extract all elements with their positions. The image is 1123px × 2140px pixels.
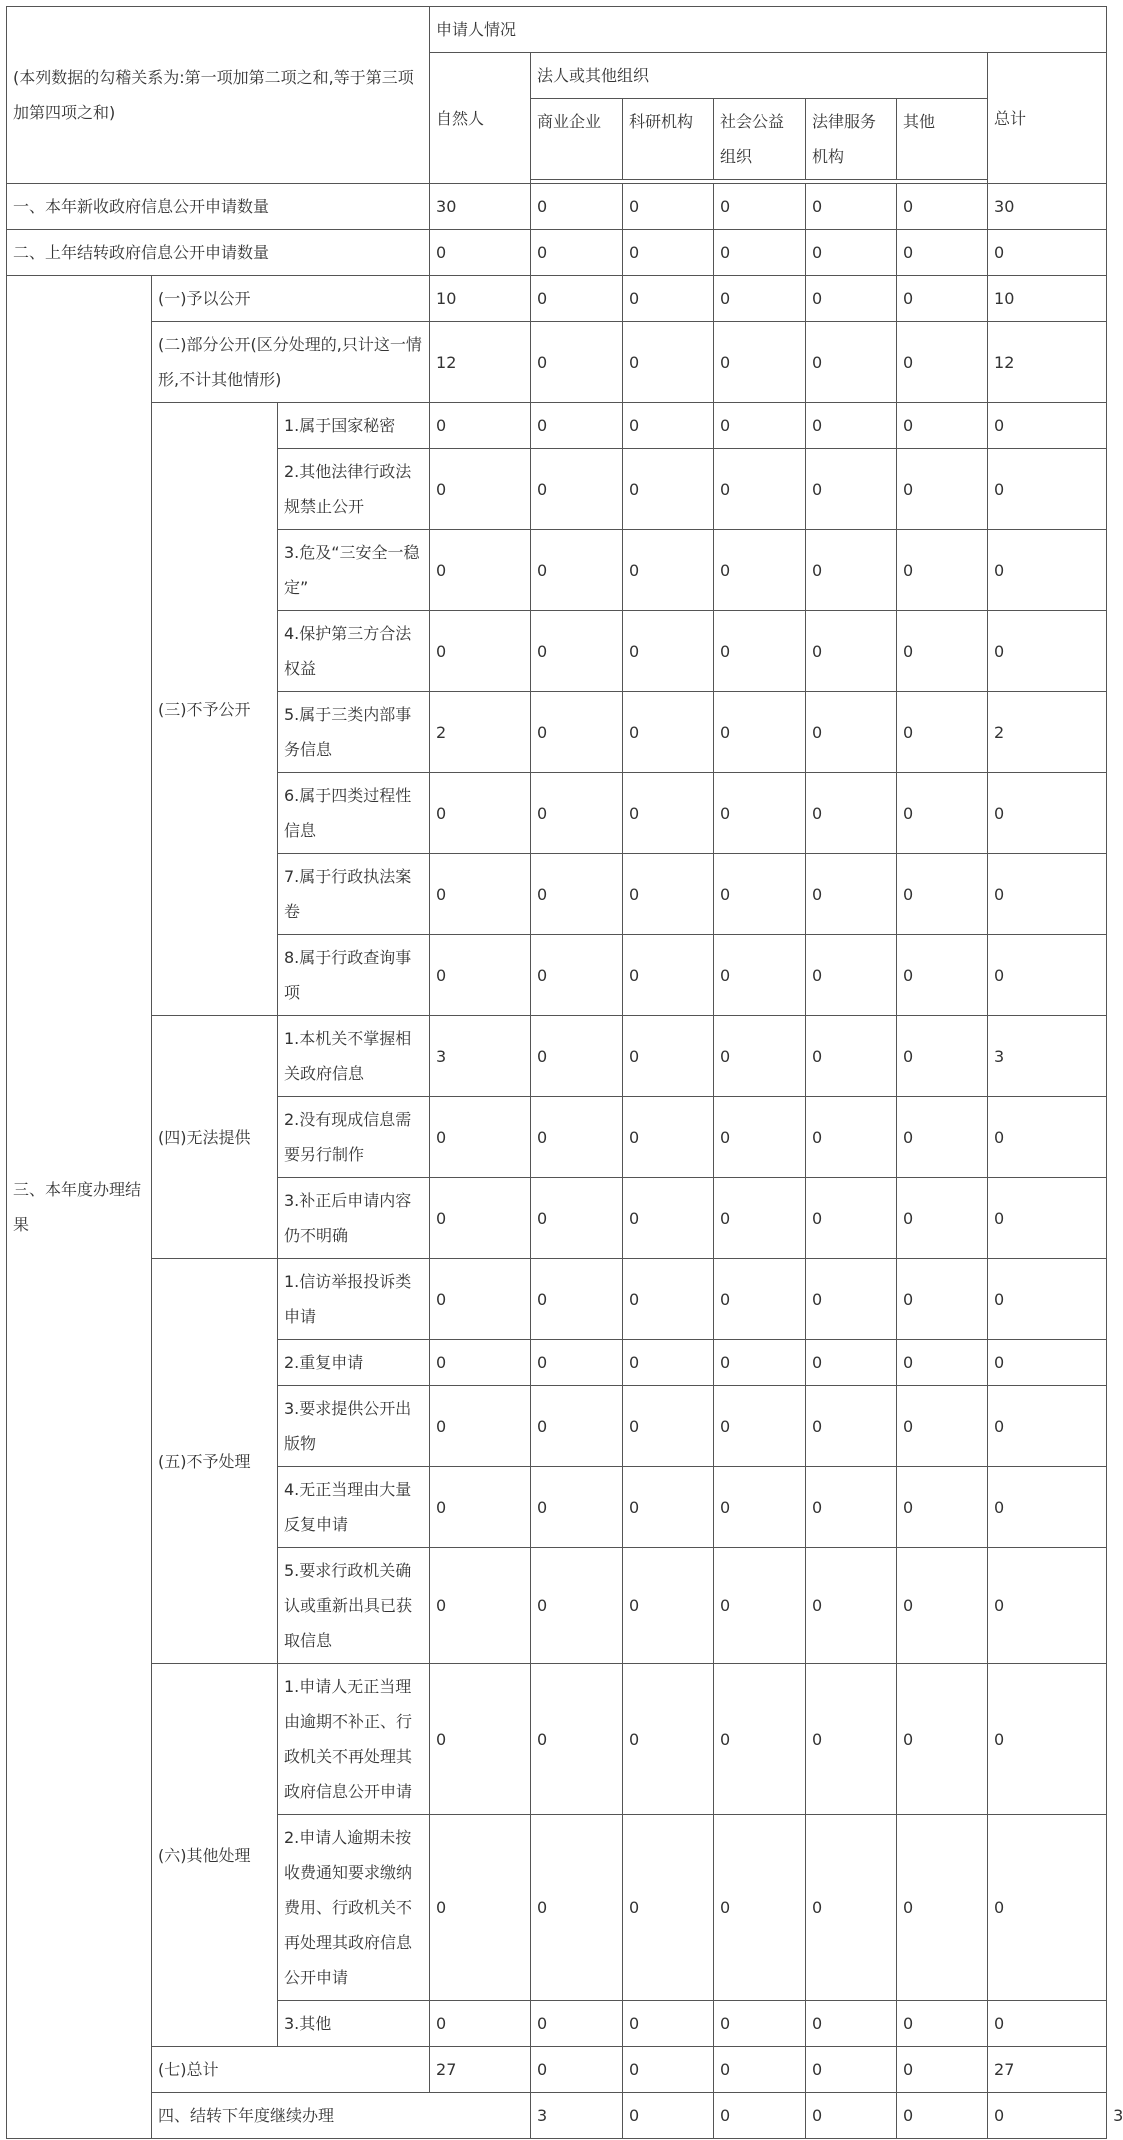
cell-value: 0 <box>897 184 988 230</box>
row-label: 3.其他 <box>278 2001 430 2047</box>
cell-value: 3 <box>430 1016 531 1097</box>
cell-value: 0 <box>714 230 806 276</box>
cell-value: 0 <box>531 322 623 403</box>
cell-value: 0 <box>714 184 806 230</box>
table-row <box>7 276 1107 322</box>
cell-value: 0 <box>714 1097 806 1178</box>
cell-value: 0 <box>714 2047 806 2093</box>
cell-value: 0 <box>430 403 531 449</box>
cell-value: 0 <box>897 1815 988 2001</box>
header-natural-person: 自然人 <box>430 53 531 184</box>
cell-value: 0 <box>430 1340 531 1386</box>
cell-value: 0 <box>988 230 1107 276</box>
cell-value: 0 <box>897 1664 988 1815</box>
cell-value: 0 <box>897 449 988 530</box>
cell-value: 0 <box>623 854 714 935</box>
cell-value: 0 <box>531 184 623 230</box>
row-label: 2.没有现成信息需要另行制作 <box>278 1097 430 1178</box>
row-label: 5.要求行政机关确认或重新出具已获取信息 <box>278 1548 430 1664</box>
cell-value: 0 <box>897 2001 988 2047</box>
row-label: (二)部分公开(区分处理的,只计这一情形,不计其他情形) <box>152 322 430 403</box>
cell-value: 0 <box>623 1097 714 1178</box>
cell-value: 0 <box>430 935 531 1016</box>
row-label: 1.本机关不掌握相关政府信息 <box>278 1016 430 1097</box>
cell-value: 0 <box>806 184 897 230</box>
cell-value: 0 <box>806 1664 897 1815</box>
cell-value: 0 <box>897 1340 988 1386</box>
group-label-other-handling: (六)其他处理 <box>152 1664 278 2047</box>
cell-value: 0 <box>714 2093 806 2139</box>
cell-value: 0 <box>623 1259 714 1340</box>
table-row: 四、结转下年度继续办理 3 0 0 0 0 0 3 <box>7 2093 1107 2139</box>
cell-value: 0 <box>623 611 714 692</box>
cell-value: 0 <box>531 403 623 449</box>
table-row <box>7 230 1107 276</box>
group-label-not-processed: (五)不予处理 <box>152 1259 278 1664</box>
row-label: 2.重复申请 <box>278 1340 430 1386</box>
cell-value: 0 <box>897 403 988 449</box>
cell-value: 0 <box>623 1548 714 1664</box>
row-label: 3.要求提供公开出版物 <box>278 1386 430 1467</box>
cell-value: 0 <box>531 1548 623 1664</box>
cell-value: 0 <box>897 1386 988 1467</box>
cell-value: 0 <box>430 530 531 611</box>
cell-value: 3 <box>988 1016 1107 1097</box>
cell-value: 0 <box>623 1340 714 1386</box>
cell-value: 0 <box>531 854 623 935</box>
cell-value: 0 <box>531 230 623 276</box>
cell-value: 0 <box>988 1259 1107 1340</box>
cell-value: 0 <box>623 2093 714 2139</box>
cell-value: 0 <box>430 611 531 692</box>
group-label-withheld: (三)不予公开 <box>152 403 278 1016</box>
header-social-welfare: 社会公益组织 <box>714 99 806 180</box>
cell-value: 0 <box>430 1815 531 2001</box>
cell-value: 0 <box>714 1259 806 1340</box>
cell-value: 0 <box>714 935 806 1016</box>
row-label: 4.无正当理由大量反复申请 <box>278 1467 430 1548</box>
cell-value: 0 <box>714 692 806 773</box>
cell-value: 0 <box>531 1178 623 1259</box>
row-label: 8.属于行政查询事项 <box>278 935 430 1016</box>
cell-value: 12 <box>988 322 1107 403</box>
cell-value: 0 <box>714 403 806 449</box>
cell-value: 0 <box>988 1340 1107 1386</box>
cell-value: 0 <box>531 1664 623 1815</box>
cell-value: 30 <box>430 184 531 230</box>
cell-value: 0 <box>714 1178 806 1259</box>
cell-value: 0 <box>988 2001 1107 2047</box>
cell-value: 0 <box>988 1386 1107 1467</box>
cell-value: 0 <box>897 2047 988 2093</box>
header-legal-service: 法律服务机构 <box>806 99 897 180</box>
cell-value: 0 <box>623 2001 714 2047</box>
cell-value: 0 <box>988 1815 1107 2001</box>
cell-value: 0 <box>806 692 897 773</box>
cell-value: 30 <box>988 184 1107 230</box>
cell-value: 0 <box>714 276 806 322</box>
cell-value: 0 <box>897 692 988 773</box>
header-legal-entity: 法人或其他组织 <box>531 53 988 99</box>
cell-value: 0 <box>988 935 1107 1016</box>
cell-value: 0 <box>623 1467 714 1548</box>
header-note: (本列数据的勾稽关系为:第一项加第二项之和,等于第三项加第四项之和) <box>13 68 414 122</box>
row-label: 6.属于四类过程性信息 <box>278 773 430 854</box>
cell-value: 0 <box>430 1097 531 1178</box>
row-label: 1.信访举报投诉类申请 <box>278 1259 430 1340</box>
cell-value: 0 <box>714 449 806 530</box>
cell-value: 0 <box>430 230 531 276</box>
row-label: 一、本年新收政府信息公开申请数量 <box>7 184 430 230</box>
cell-value: 0 <box>531 692 623 773</box>
row-label: 7.属于行政执法案卷 <box>278 854 430 935</box>
cell-value: 0 <box>531 1016 623 1097</box>
table-row <box>7 2047 1107 2093</box>
cell-value: 10 <box>430 276 531 322</box>
cell-value: 0 <box>531 1097 623 1178</box>
table-row <box>7 1016 1107 1097</box>
cell-value: 0 <box>531 611 623 692</box>
cell-value: 0 <box>531 449 623 530</box>
cell-value: 0 <box>897 1178 988 1259</box>
cell-value: 0 <box>806 2047 897 2093</box>
cell-value: 0 <box>714 530 806 611</box>
cell-value: 0 <box>623 1178 714 1259</box>
cell-value: 0 <box>714 322 806 403</box>
cell-value: 0 <box>430 773 531 854</box>
cell-value: 0 <box>430 1178 531 1259</box>
statistics-table <box>6 6 1123 2139</box>
cell-value: 0 <box>623 1664 714 1815</box>
cell-value: 0 <box>623 1386 714 1467</box>
cell-value: 0 <box>897 935 988 1016</box>
cell-value: 0 <box>988 530 1107 611</box>
cell-value: 0 <box>988 1178 1107 1259</box>
row-label: 二、上年结转政府信息公开申请数量 <box>7 230 430 276</box>
cell-value: 0 <box>806 1815 897 2001</box>
group-label-unavailable: (四)无法提供 <box>152 1016 278 1259</box>
cell-value: 0 <box>623 449 714 530</box>
cell-value: 0 <box>988 1467 1107 1548</box>
cell-value: 0 <box>714 1664 806 1815</box>
cell-value: 0 <box>714 1016 806 1097</box>
cell-value: 0 <box>714 773 806 854</box>
cell-value: 0 <box>714 1340 806 1386</box>
cell-value: 0 <box>806 1259 897 1340</box>
cell-value: 27 <box>988 2047 1107 2093</box>
cell-value: 0 <box>806 1178 897 1259</box>
cell-value: 0 <box>623 184 714 230</box>
header-note-cell <box>7 7 430 184</box>
cell-value: 0 <box>623 530 714 611</box>
cell-value: 0 <box>806 1548 897 1664</box>
cell-value: 0 <box>897 773 988 854</box>
cell-value: 2 <box>430 692 531 773</box>
cell-value: 0 <box>623 276 714 322</box>
row-label: 3.补正后申请内容仍不明确 <box>278 1178 430 1259</box>
cell-value: 0 <box>623 1815 714 2001</box>
cell-value: 0 <box>988 449 1107 530</box>
cell-value: 0 <box>806 854 897 935</box>
cell-value: 0 <box>897 2093 988 2139</box>
header-research: 科研机构 <box>623 99 714 180</box>
row-label: 四、结转下年度继续办理 <box>152 2093 531 2139</box>
cell-value: 0 <box>623 773 714 854</box>
cell-value: 0 <box>714 611 806 692</box>
cell-value: 0 <box>623 403 714 449</box>
cell-value: 0 <box>806 449 897 530</box>
table-row <box>7 322 1107 403</box>
cell-value: 0 <box>623 1016 714 1097</box>
cell-value: 0 <box>897 854 988 935</box>
cell-value: 0 <box>806 611 897 692</box>
cell-value: 0 <box>430 1467 531 1548</box>
cell-value: 0 <box>988 1548 1107 1664</box>
row-label: 2.申请人逾期未按收费通知要求缴纳费用、行政机关不再处理其政府信息公开申请 <box>278 1815 430 2001</box>
cell-value: 0 <box>531 1467 623 1548</box>
cell-value: 0 <box>806 230 897 276</box>
table-row <box>7 184 1107 230</box>
cell-value: 0 <box>430 2001 531 2047</box>
row-label: 4.保护第三方合法权益 <box>278 611 430 692</box>
row-label: (七)总计 <box>152 2047 430 2093</box>
cell-value: 0 <box>430 449 531 530</box>
cell-value: 0 <box>531 530 623 611</box>
cell-value: 0 <box>988 2093 1107 2139</box>
cell-value: 0 <box>430 1548 531 1664</box>
cell-value: 0 <box>988 773 1107 854</box>
row-label: (一)予以公开 <box>152 276 430 322</box>
cell-value: 0 <box>806 276 897 322</box>
cell-value: 0 <box>897 611 988 692</box>
cell-value: 10 <box>988 276 1107 322</box>
cell-value: 0 <box>714 1386 806 1467</box>
cell-value: 0 <box>531 773 623 854</box>
cell-value: 0 <box>806 2093 897 2139</box>
cell-value: 0 <box>531 2001 623 2047</box>
cell-value: 12 <box>430 322 531 403</box>
cell-value: 0 <box>714 1467 806 1548</box>
cell-value: 0 <box>897 530 988 611</box>
cell-value: 0 <box>531 1259 623 1340</box>
cell-value: 0 <box>806 1016 897 1097</box>
cell-value: 0 <box>531 1815 623 2001</box>
row-label: 5.属于三类内部事务信息 <box>278 692 430 773</box>
table-row <box>7 1259 1107 1340</box>
section-3-label: 三、本年度办理结果 <box>7 276 152 2139</box>
header-commercial: 商业企业 <box>531 99 623 180</box>
cell-value: 0 <box>897 1467 988 1548</box>
cell-value: 0 <box>623 230 714 276</box>
cell-value: 0 <box>714 2001 806 2047</box>
cell-value: 0 <box>623 322 714 403</box>
cell-value: 0 <box>531 1340 623 1386</box>
cell-value: 0 <box>806 1340 897 1386</box>
header-other: 其他 <box>897 99 988 180</box>
header-total: 总计 <box>988 53 1107 184</box>
table-row <box>7 1664 1107 1815</box>
cell-value: 0 <box>714 1815 806 2001</box>
cell-value: 0 <box>806 773 897 854</box>
cell-value: 0 <box>806 1467 897 1548</box>
cell-value: 0 <box>714 854 806 935</box>
row-label: 1.申请人无正当理由逾期不补正、行政机关不再处理其政府信息公开申请 <box>278 1664 430 1815</box>
cell-value: 0 <box>430 854 531 935</box>
cell-value: 0 <box>806 935 897 1016</box>
cell-value: 0 <box>897 230 988 276</box>
cell-value: 0 <box>897 1548 988 1664</box>
table-row <box>7 403 1107 449</box>
header-applicant: 申请人情况 <box>430 7 1107 53</box>
cell-value: 0 <box>623 2047 714 2093</box>
cell-value: 0 <box>897 1016 988 1097</box>
cell-value: 0 <box>988 611 1107 692</box>
cell-value: 0 <box>806 2001 897 2047</box>
cell-value: 0 <box>623 935 714 1016</box>
cell-value: 0 <box>897 276 988 322</box>
cell-value: 0 <box>531 276 623 322</box>
cell-value: 0 <box>806 530 897 611</box>
cell-value: 2 <box>988 692 1107 773</box>
cell-value: 0 <box>988 1664 1107 1815</box>
cell-value: 0 <box>806 1097 897 1178</box>
cell-value: 0 <box>430 1664 531 1815</box>
cell-value: 0 <box>806 322 897 403</box>
cell-value: 0 <box>806 1386 897 1467</box>
cell-value: 0 <box>897 322 988 403</box>
row-label: 3.危及“三安全一稳定” <box>278 530 430 611</box>
cell-value: 0 <box>531 2047 623 2093</box>
cell-value: 0 <box>897 1097 988 1178</box>
cell-value: 0 <box>531 1386 623 1467</box>
cell-value: 0 <box>714 1548 806 1664</box>
cell-value: 27 <box>430 2047 531 2093</box>
cell-value: 0 <box>988 403 1107 449</box>
cell-value: 0 <box>988 854 1107 935</box>
row-label: 2.其他法律行政法规禁止公开 <box>278 449 430 530</box>
cell-value: 0 <box>531 935 623 1016</box>
cell-value: 0 <box>430 1386 531 1467</box>
cell-value: 0 <box>623 692 714 773</box>
cell-value: 0 <box>988 1097 1107 1178</box>
cell-value: 3 <box>531 2093 623 2139</box>
cell-value: 0 <box>430 1259 531 1340</box>
cell-value: 0 <box>806 403 897 449</box>
row-label: 1.属于国家秘密 <box>278 403 430 449</box>
cell-value: 0 <box>897 1259 988 1340</box>
